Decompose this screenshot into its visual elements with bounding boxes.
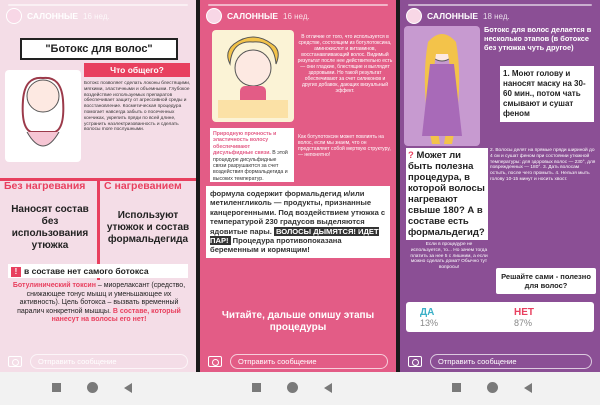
camera-icon[interactable] bbox=[208, 356, 222, 367]
step-one-card: 1. Моют голову и наносят маску на 30-60 мин., потом чать смывают и сушат феном bbox=[500, 66, 594, 122]
home-icon[interactable] bbox=[487, 382, 498, 393]
poll-option-label: ДА bbox=[420, 306, 435, 318]
avatar[interactable] bbox=[406, 8, 422, 24]
nav-buttons bbox=[252, 382, 332, 393]
avatar[interactable] bbox=[206, 8, 222, 24]
warning-banner bbox=[8, 264, 188, 278]
right-heading: С нагреванием bbox=[104, 180, 182, 192]
back-icon[interactable] bbox=[324, 383, 332, 393]
question-box bbox=[406, 148, 488, 240]
exclamation-icon: ! bbox=[11, 267, 21, 277]
camera-icon[interactable] bbox=[408, 356, 422, 367]
poll-option-yes[interactable] bbox=[406, 302, 500, 332]
left-text: Наносят состав без использования утюжка bbox=[11, 204, 89, 251]
story-title: Ботокс для волос делается в несколько этапов (в ботоксе без утюжка чуть другое) bbox=[484, 25, 592, 52]
story-panel-1[interactable] bbox=[0, 0, 196, 372]
story-title: "Ботокс для волос" bbox=[20, 38, 178, 60]
story-reply-bar bbox=[200, 350, 396, 372]
poll-option-percent: 13% bbox=[420, 317, 439, 328]
formula-warning: ВОЛОСЫ ДЫМЯТСЯ! ИДЕТ ПАР! bbox=[210, 226, 379, 246]
avatar[interactable] bbox=[6, 8, 22, 24]
warning-text: в составе нет самого ботокса bbox=[24, 266, 149, 276]
story-progress-bar bbox=[8, 4, 188, 6]
message-input[interactable]: Отправить сообщение bbox=[230, 354, 388, 369]
question-banner: Что общего? bbox=[84, 63, 190, 77]
poll-option-no[interactable] bbox=[500, 302, 594, 332]
intro-text: Ботокс позволяет сделать локоны блестящими, мягкими, эластичными и объемными. Глубокое воздействие используемых препаратов обеспечивает защиту от агрессивной среды и восстановление. Косметическая процедура помогает навсегда забыть о посеченных кончиках, укрепить пряди по всей длине, устранить наэлектризованность и сделать волосы more послушными. bbox=[84, 81, 191, 133]
top-text: В отличие от того, что используется в средстве, состоящем из ботулотоксина, аминокислот и витаминов, восстанавливающий волос. Видимый результат после нее действительно есть — они гладкие, блестящие и выглядят здоровыми. Но такой результат обеспечивают за счет силиконов и других добавок, дающих визуальный эффект. bbox=[297, 34, 393, 94]
bottom-body: – миорелаксант (средство, снижающее тонус мышц и уменьшающее их активность). Цель ботокса – вызвать временный паралич конкретной мышцы. bbox=[17, 282, 186, 315]
story-reply-bar bbox=[0, 350, 196, 372]
recent-apps-icon[interactable] bbox=[252, 383, 261, 392]
info-card-body: В этой процедуре дисульфидные связи разрушаются за счет воздействия формальдегида и высоких температур. bbox=[213, 150, 288, 182]
formula-end: Процедура противопоказана беременным и кормящим! bbox=[210, 236, 342, 255]
message-input[interactable]: Отправить сообщение bbox=[30, 354, 188, 369]
back-icon[interactable] bbox=[124, 383, 132, 393]
story-header bbox=[6, 8, 110, 24]
story-reply-bar bbox=[400, 350, 600, 372]
right-text: Используют утюжок и состав формальдегида bbox=[106, 210, 190, 245]
post-age: 16 нед. bbox=[283, 11, 310, 21]
question-text: Может ли быть полезна процедура, в которой волосы нагревают свыше bbox=[408, 150, 485, 216]
recent-apps-icon[interactable] bbox=[52, 383, 61, 392]
left-heading: Без нагревания bbox=[4, 180, 86, 192]
post-age: 18 нед. bbox=[483, 11, 510, 21]
illustration-princess-image bbox=[404, 26, 480, 146]
nav-buttons bbox=[52, 382, 132, 393]
android-nav-bar bbox=[0, 372, 600, 405]
recent-apps-icon[interactable] bbox=[452, 383, 461, 392]
info-card bbox=[210, 128, 294, 182]
poll-option-percent: 87% bbox=[514, 317, 533, 328]
question-text-end: ? А в составе есть формальдегид? bbox=[408, 205, 485, 238]
story-panel-2[interactable] bbox=[200, 0, 396, 372]
question-mark: ? bbox=[408, 150, 414, 161]
username[interactable]: САЛОННЫЕ bbox=[27, 11, 79, 21]
formula-block bbox=[206, 186, 390, 258]
bottom-text bbox=[12, 282, 186, 325]
steps-text: 2. Волосы делят на прямые пряди шириной до 4 см и сушат феном при состоянии утюжной температуры: для здоровых волос — 230°, для поврежденных — 180°. 3. Дать волосам остыть, после чего промыть. 4. Нельзя мыть голову 10-15 минут и носить хвост. bbox=[490, 148, 596, 182]
read-more-text: Читайте, дальше опишу этапы процедуры bbox=[221, 310, 375, 333]
bottom-highlight: В составе, который нанесут на волосы его нет! bbox=[51, 307, 181, 323]
poll-widget bbox=[406, 302, 594, 332]
bottom-highlight: Ботулинический токсин bbox=[12, 282, 96, 289]
post-age: 16 нед. bbox=[83, 11, 110, 21]
username[interactable]: САЛОННЫЕ bbox=[227, 11, 279, 21]
illustration-girl-image bbox=[212, 30, 294, 122]
poll-question: Решайте сами - полезно для волос? bbox=[496, 268, 596, 294]
story-header bbox=[406, 8, 510, 24]
message-input[interactable]: Отправить сообщение bbox=[430, 354, 592, 369]
nav-buttons bbox=[452, 382, 532, 393]
home-icon[interactable] bbox=[87, 382, 98, 393]
story-panel-3[interactable] bbox=[400, 0, 600, 372]
back-icon[interactable] bbox=[524, 383, 532, 393]
username[interactable]: САЛОННЫЕ bbox=[427, 11, 479, 21]
story-progress-bar bbox=[208, 4, 388, 6]
story-header bbox=[206, 8, 310, 24]
right-text: Как ботулотоксин может повлиять на волос, если мы знаем, что он представляет собой мертвую структуру, — непонятно! bbox=[298, 134, 391, 158]
camera-icon[interactable] bbox=[8, 356, 22, 367]
info-card-lead: Природную прочность и эластичность волосу обеспечивают дисульфидные связи. bbox=[213, 131, 277, 157]
home-icon[interactable] bbox=[287, 382, 298, 393]
note-text: Если в процедуре не используется, то... Но зачем тогда платить за нее 5 с лишним, а если можно сделать дома? Обычно тут вопросы! bbox=[410, 242, 488, 271]
formula-text: формула содержит формальдегид и/или метиленгликоль — продукты, признанные канцерогенными. Под воздействием утюжка с температурой 230 градусов выделяются ядовитые пары. bbox=[210, 189, 386, 236]
story-progress-bar bbox=[408, 4, 592, 6]
question-temperature: 180 bbox=[443, 205, 459, 216]
illustration-woman-image bbox=[5, 70, 81, 162]
poll-option-label: НЕТ bbox=[514, 306, 534, 318]
